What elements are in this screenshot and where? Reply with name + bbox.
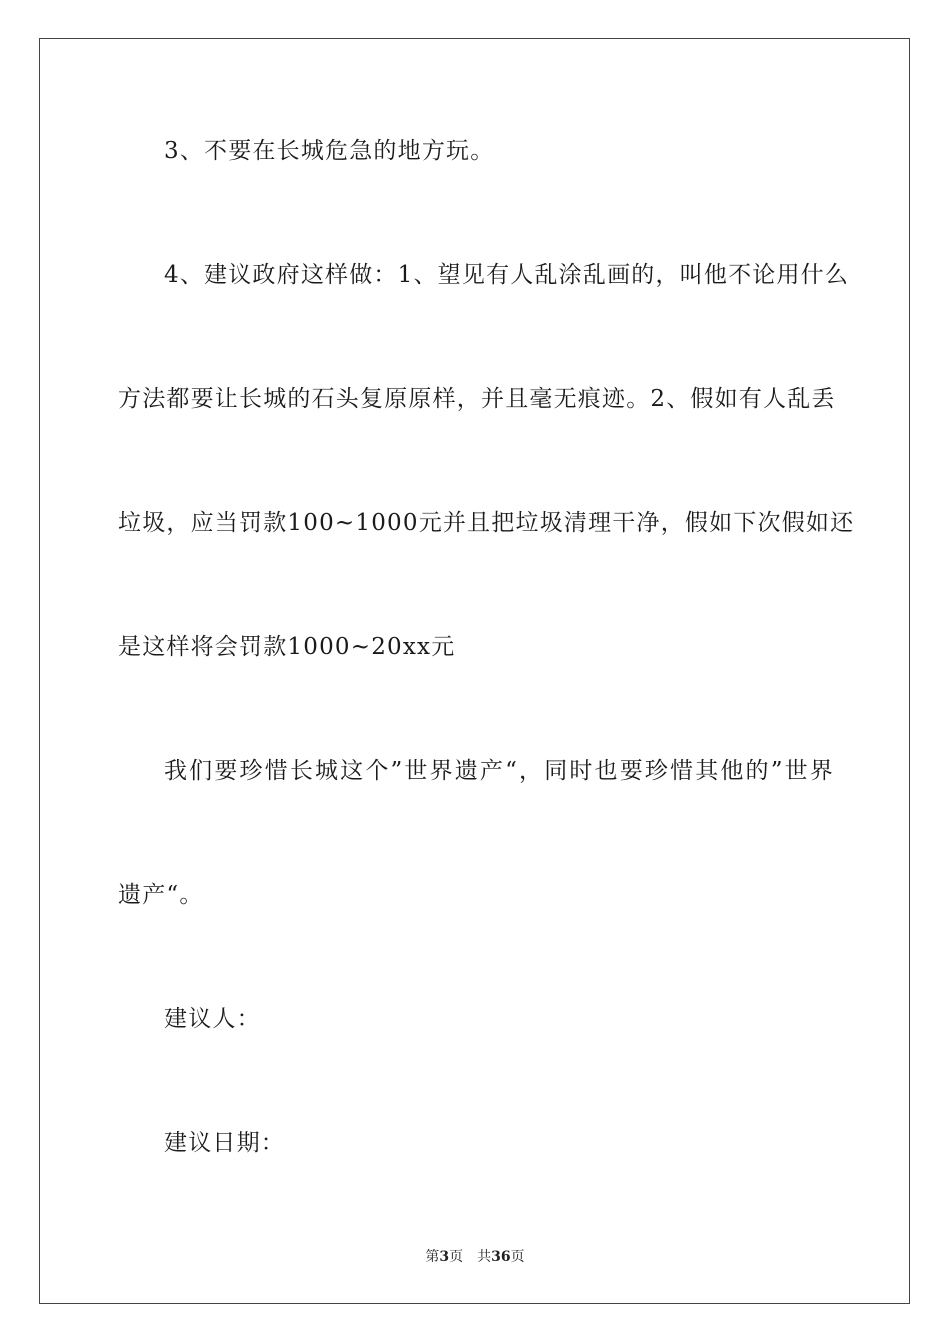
- page-border: [39, 38, 910, 1304]
- total-prefix: 共: [477, 1249, 492, 1265]
- total-pages: 36: [491, 1249, 511, 1265]
- paragraph-line-4: 垃圾，应当罚款100~1000元并且把垃圾清理干净，假如下次假如还: [118, 510, 855, 536]
- paragraph-line-6: 我们要珍惜长城这个”世界遗产“，同时也要珍惜其他的”世界: [164, 758, 834, 784]
- paragraph-line-5: 是这样将会罚款1000~20xx元: [118, 634, 456, 660]
- page-prefix: 第: [425, 1249, 440, 1265]
- total-suffix: 页: [510, 1249, 525, 1265]
- paragraph-line-1: 3、不要在长城危急的地方玩。: [164, 138, 495, 164]
- page-suffix: 页: [449, 1249, 464, 1265]
- paragraph-line-3: 方法都要让长城的石头复原原样，并且毫无痕迹。2、假如有人乱丢: [118, 386, 836, 412]
- page-footer: [0, 1248, 950, 1266]
- paragraph-line-7: 遗产“。: [118, 882, 204, 908]
- proposer-label: 建议人：: [164, 1006, 261, 1032]
- proposal-date-label: 建议日期：: [164, 1130, 285, 1156]
- paragraph-line-2: 4、建议政府这样做：1、望见有人乱涂乱画的，叫他不论用什么: [164, 262, 850, 288]
- page-number: 3: [439, 1249, 450, 1265]
